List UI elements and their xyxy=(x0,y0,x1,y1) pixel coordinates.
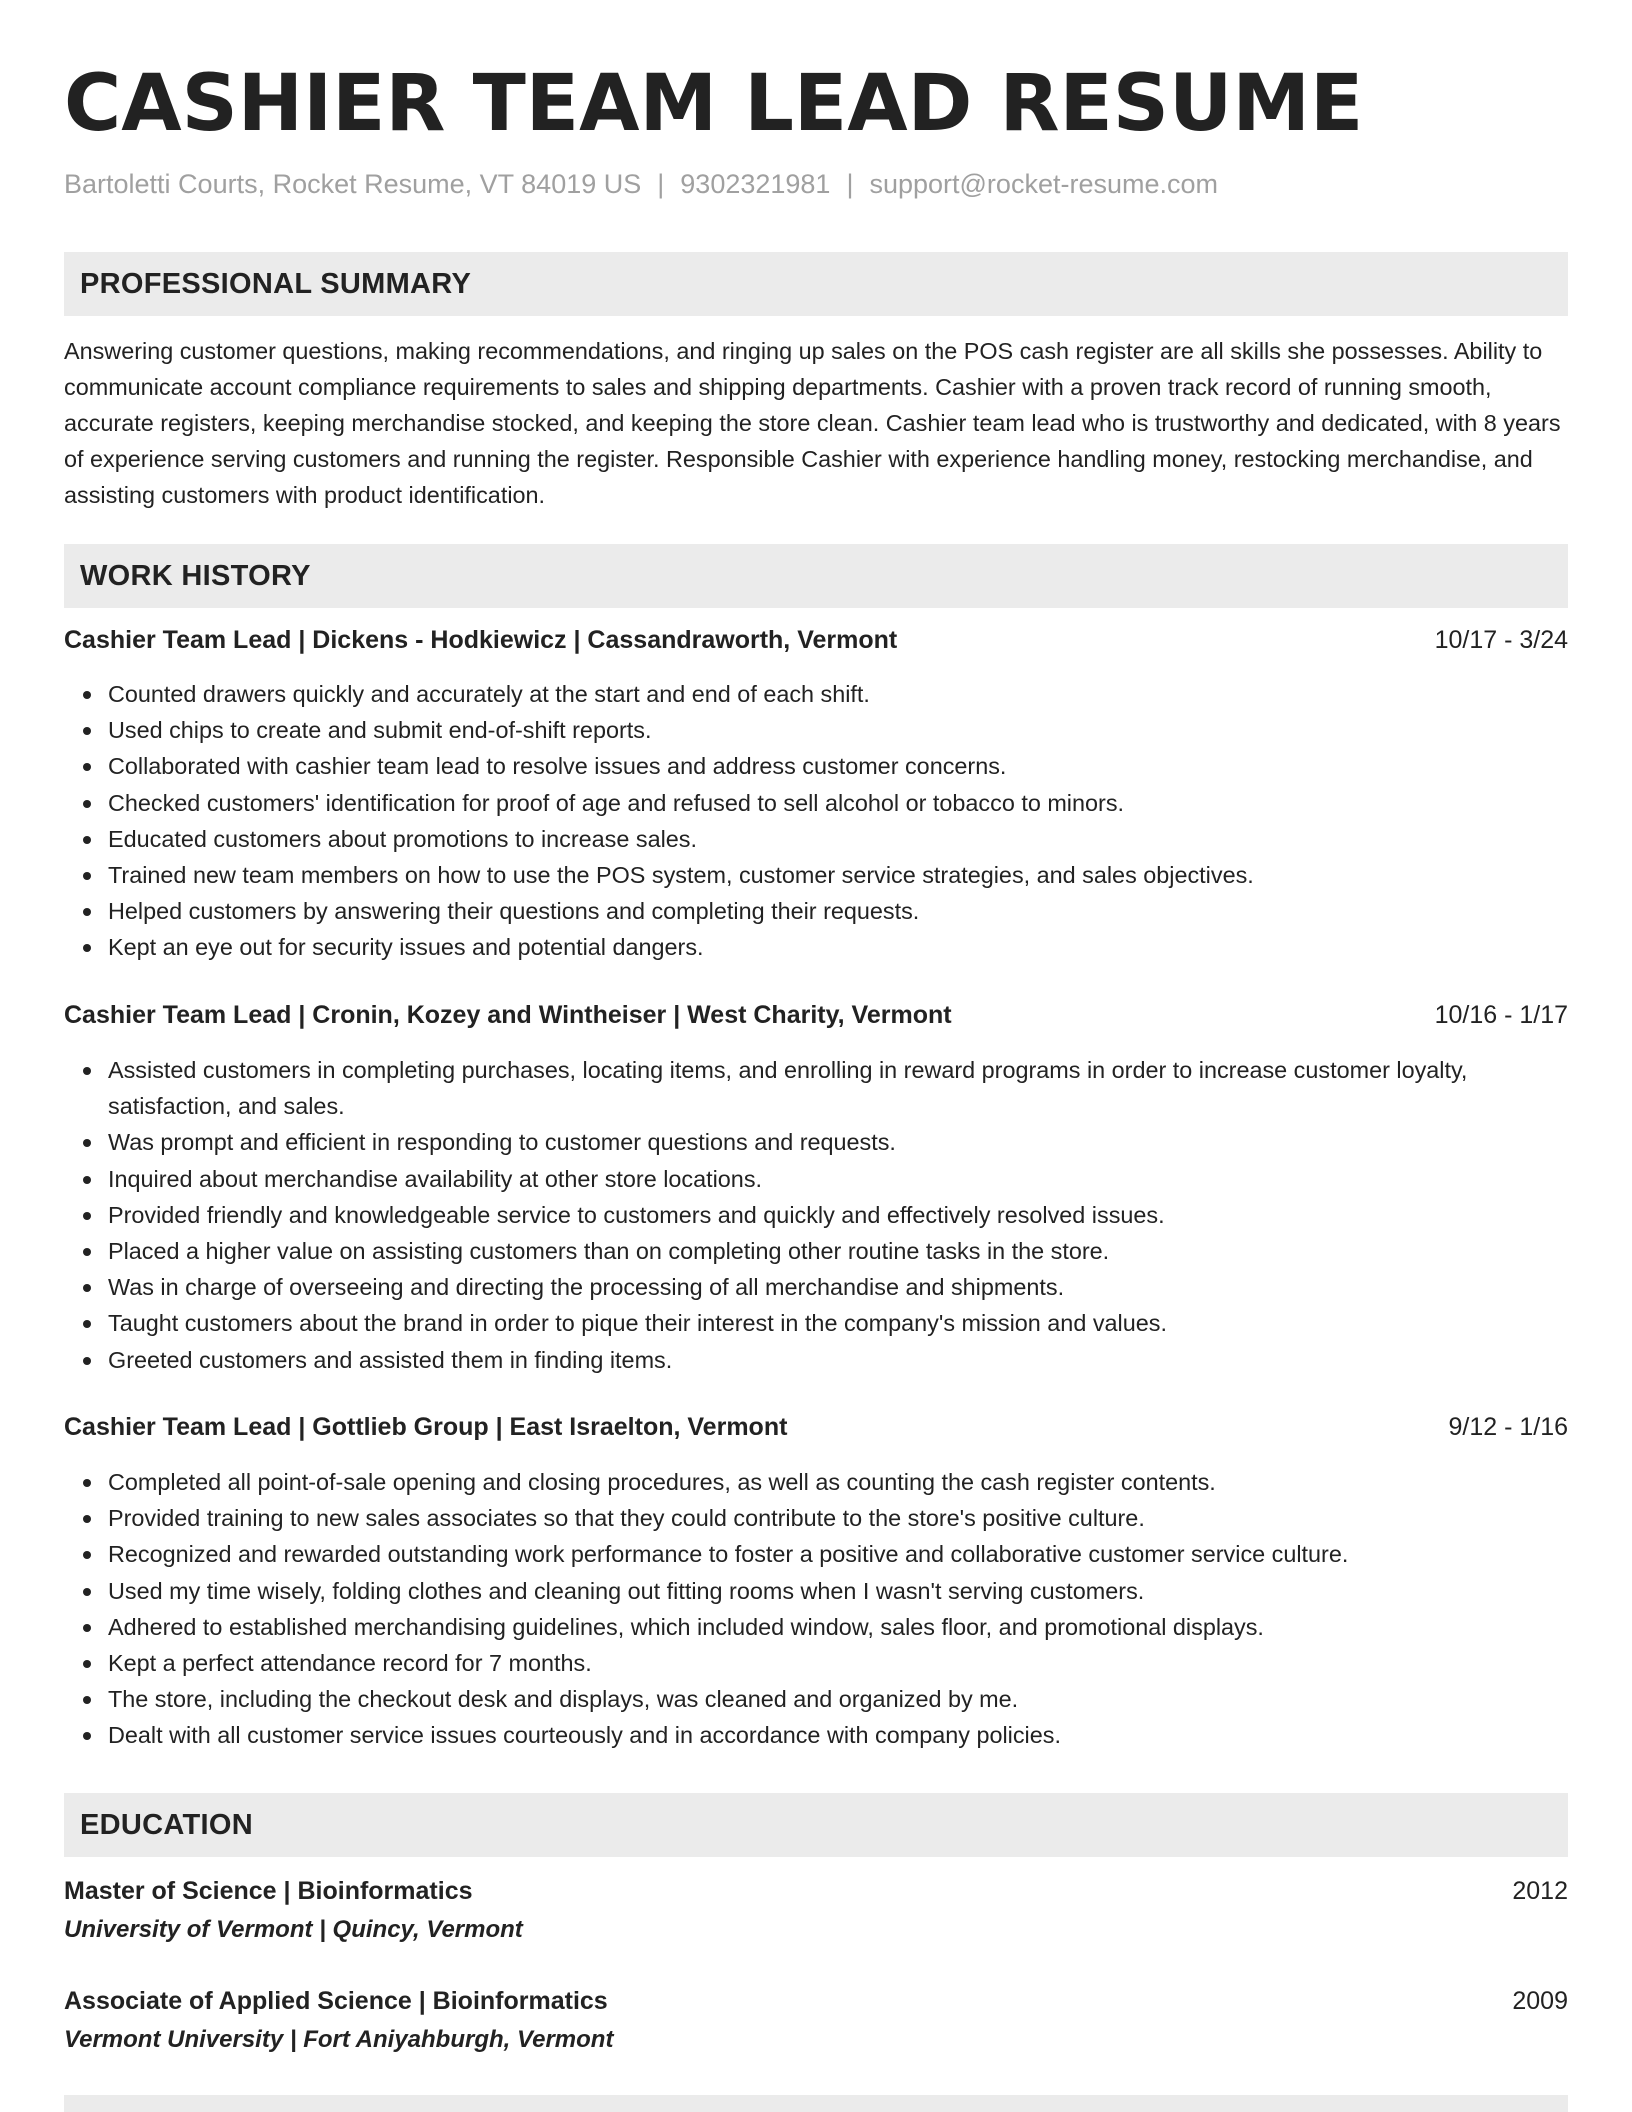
job-header xyxy=(64,622,1568,658)
list-item: Was in charge of overseeing and directing the processing of all merchandise and shipments. xyxy=(108,1269,1568,1305)
education-year: 2012 xyxy=(1512,1877,1568,1905)
education-year: 2009 xyxy=(1512,1987,1568,2015)
contact-separator: | xyxy=(846,169,854,199)
section-header-summary xyxy=(64,252,1568,316)
education-degree: Associate of Applied Science | Bioinformatics xyxy=(64,1987,608,2015)
education-school: Vermont University | Fort Aniyahburgh, Vermont xyxy=(64,2026,614,2053)
contact-email[interactable]: support@rocket-resume.com xyxy=(869,169,1218,199)
list-item: Placed a higher value on assisting customers than on completing other routine tasks in the store. xyxy=(108,1233,1568,1269)
list-item: Taught customers about the brand in order to pique their interest in the company's mission and values. xyxy=(108,1305,1568,1341)
list-item: Recognized and rewarded outstanding work performance to foster a positive and collaborative customer service culture. xyxy=(108,1536,1568,1572)
job-bullets xyxy=(64,1464,1568,1754)
list-item: Collaborated with cashier team lead to resolve issues and address customer concerns. xyxy=(108,748,1568,784)
list-item: Assisted customers in completing purchases, locating items, and enrolling in reward programs in order to increase customer loyalty, satisfaction, and sales. xyxy=(108,1052,1568,1124)
job-title: Cashier Team Lead | Cronin, Kozey and Wintheiser | West Charity, Vermont xyxy=(64,1001,952,1029)
section-heading: EDUCATION xyxy=(80,1809,253,1841)
list-item: Trained new team members on how to use the POS system, customer service strategies, and sales objectives. xyxy=(108,857,1568,893)
job-title: Cashier Team Lead | Gottlieb Group | East Israelton, Vermont xyxy=(64,1413,788,1441)
education-school: University of Vermont | Quincy, Vermont xyxy=(64,1916,523,1943)
section-heading: WORK HISTORY xyxy=(80,560,311,592)
list-item: Used my time wisely, folding clothes and cleaning out fitting rooms when I wasn't serving customers. xyxy=(108,1573,1568,1609)
education-entry-header xyxy=(64,1873,1568,1909)
list-item: Kept a perfect attendance record for 7 months. xyxy=(108,1645,1568,1681)
section-header-work-history xyxy=(64,544,1568,608)
contact-phone: 9302321981 xyxy=(680,169,831,199)
list-item: Adhered to established merchandising guidelines, which included window, sales floor, and promotional displays. xyxy=(108,1609,1568,1645)
job-header xyxy=(64,1409,1568,1445)
list-item: Dealt with all customer service issues courteously and in accordance with company policies. xyxy=(108,1717,1568,1753)
job-bullets xyxy=(64,1052,1568,1378)
list-item: Kept an eye out for security issues and potential dangers. xyxy=(108,929,1568,965)
next-section-header-partial xyxy=(64,2095,1568,2112)
job-dates: 10/17 - 3/24 xyxy=(1434,626,1568,654)
contact-separator: | xyxy=(657,169,665,199)
list-item: Was prompt and efficient in responding to customer questions and requests. xyxy=(108,1124,1568,1160)
resume-title: CASHIER TEAM LEAD RESUME xyxy=(64,59,1364,149)
list-item: Provided training to new sales associates so that they could contribute to the store's positive culture. xyxy=(108,1500,1568,1536)
section-heading: PROFESSIONAL SUMMARY xyxy=(80,268,472,300)
list-item: Counted drawers quickly and accurately at the start and end of each shift. xyxy=(108,676,1568,712)
list-item: Used chips to create and submit end-of-shift reports. xyxy=(108,712,1568,748)
summary-text: Answering customer questions, making recommendations, and ringing up sales on the POS cash register are all skills she possesses. Ability to communicate account compliance requirements to sales and shipping departments. Cashier with a proven track record of running smooth, accurate registers, keeping merchandise stocked, and keeping the store clean. Cashier team lead who is trustworthy and dedicated, with 8 years of experience serving customers and running the register. Responsible Cashier with experience handling money, restocking merchandise, and assisting customers with product identification. xyxy=(64,338,1561,508)
job-title: Cashier Team Lead | Dickens - Hodkiewicz | Cassandraworth, Vermont xyxy=(64,626,898,654)
list-item: Checked customers' identification for proof of age and refused to sell alcohol or tobacco to minors. xyxy=(108,785,1568,821)
education-degree: Master of Science | Bioinformatics xyxy=(64,1877,473,1905)
job-dates: 9/12 - 1/16 xyxy=(1448,1413,1568,1441)
list-item: The store, including the checkout desk and displays, was cleaned and organized by me. xyxy=(108,1681,1568,1717)
list-item: Inquired about merchandise availability at other store locations. xyxy=(108,1161,1568,1197)
contact-line xyxy=(64,166,1218,202)
education-entry-header xyxy=(64,1983,1568,2019)
contact-address: Bartoletti Courts, Rocket Resume, VT 84019 US xyxy=(64,169,642,199)
list-item: Completed all point-of-sale opening and closing procedures, as well as counting the cash register contents. xyxy=(108,1464,1568,1500)
job-header xyxy=(64,997,1568,1033)
section-header-education xyxy=(64,1793,1568,1857)
list-item: Helped customers by answering their questions and completing their requests. xyxy=(108,893,1568,929)
job-bullets xyxy=(64,676,1568,966)
job-dates: 10/16 - 1/17 xyxy=(1434,1001,1568,1029)
list-item: Greeted customers and assisted them in finding items. xyxy=(108,1342,1568,1378)
list-item: Provided friendly and knowledgeable service to customers and quickly and effectively resolved issues. xyxy=(108,1197,1568,1233)
list-item: Educated customers about promotions to increase sales. xyxy=(108,821,1568,857)
